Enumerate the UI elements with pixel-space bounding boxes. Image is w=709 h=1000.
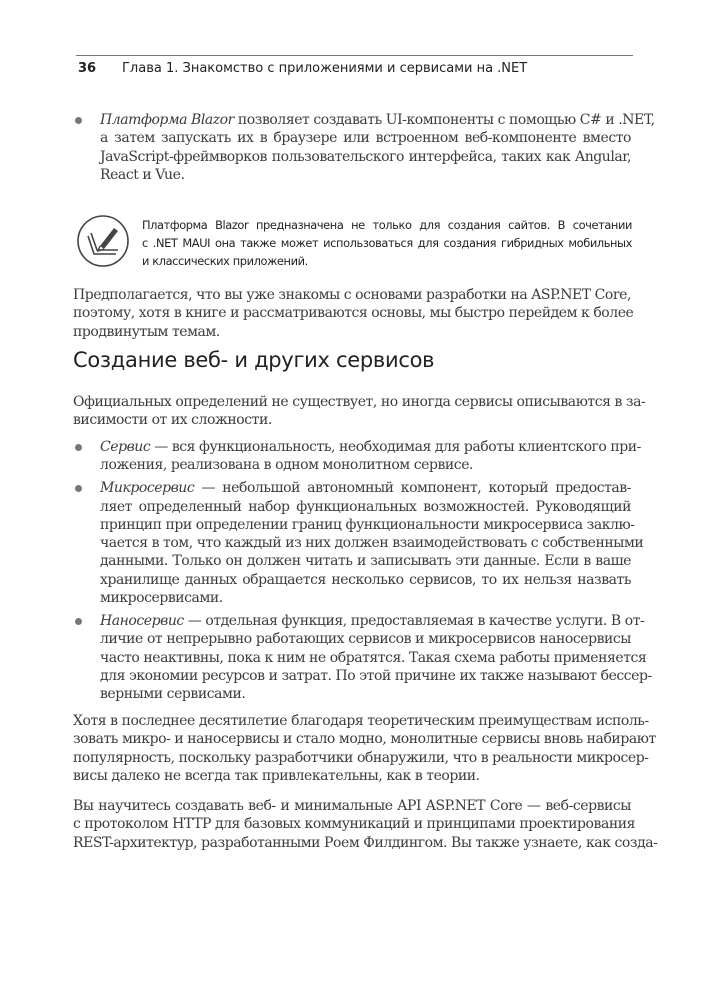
- bullet-list-services: [73, 438, 652, 708]
- line-text: — вся функциональность, необходимая для работы клиентского при-: [150, 439, 641, 455]
- line-text: с .NET MAUI она также может использоваться для создания гибридных мобильных: [142, 236, 632, 250]
- term: Платформа Blazor: [100, 112, 234, 128]
- line-text: чается в том, что каждый из них должен взаимодействовать с собственными: [100, 535, 644, 552]
- text-line: [100, 516, 635, 534]
- line-text: личие от непрерывно работающих сервисов и микросервисов наносервисы: [100, 631, 631, 648]
- text-line: [73, 815, 635, 833]
- page-number: 36: [78, 61, 97, 76]
- bullet-microservice: [73, 479, 644, 607]
- text-line: [142, 252, 632, 270]
- term: Микросервис: [100, 480, 195, 497]
- bullet-dot: [75, 485, 82, 492]
- line-text: висы далеко не всегда так привлекательны, как в теории.: [73, 767, 480, 784]
- line-text: для экономии ресурсов и затрат. По этой причине их также называют бессер-: [100, 667, 652, 684]
- paragraph-intro: [73, 286, 634, 341]
- line-text: — отдельная функция, предоставляемая в качестве услуги. В от-: [183, 613, 645, 630]
- bullet-dot: [75, 618, 82, 625]
- text-line: [100, 612, 645, 630]
- bullet-list-blazor: [73, 111, 655, 189]
- text-line: [100, 111, 655, 129]
- text-line: [100, 630, 631, 648]
- line-text: данными. Только он должен читать и записывать эти данные. Если в ваше: [100, 553, 631, 570]
- text-line: [100, 479, 631, 497]
- line-text: ложения, реализована в одном монолитном сервисе.: [100, 457, 474, 474]
- line-text: принцип при определении границ функциональности микросервиса заклю-: [100, 516, 635, 533]
- note-box: [76, 212, 632, 272]
- line-text: верными сервисами.: [100, 686, 246, 703]
- text-line: [100, 129, 631, 147]
- text-line: [73, 323, 631, 341]
- text-line: [73, 411, 631, 429]
- line-text: а затем запускать их в браузере или встроенном веб-компоненте вместо: [100, 130, 631, 147]
- line-text: React и Vue.: [100, 166, 185, 183]
- bullet-service: [73, 438, 641, 475]
- line-text: Хотя в последнее десятилетие благодаря теоретическим преимуществам исполь-: [73, 713, 649, 729]
- text-line: [142, 216, 632, 234]
- text-line: [100, 667, 652, 685]
- line-text: зовать микро- и наносервисы и стало модно, монолитные сервисы вновь набирают: [73, 731, 656, 748]
- line-text: с протоколом HTTP для базовых коммуникаций и принципами проектирования: [73, 816, 635, 833]
- text-line: [100, 571, 631, 589]
- text-line: [100, 498, 631, 516]
- text-line: [73, 393, 646, 411]
- term: Сервис: [100, 439, 151, 455]
- bullet-dot: [75, 444, 82, 451]
- bullet-dot: [75, 117, 82, 124]
- line-text: висимости от их сложности.: [73, 412, 272, 429]
- line-text: — небольшой автономный компонент, который предостав-: [194, 480, 631, 497]
- text-line: [100, 438, 641, 456]
- text-line: [100, 552, 631, 570]
- line-text: REST-архитектур, разработанными Роем Филдингом. Вы также узнаете, как созда-: [73, 834, 658, 851]
- paragraph-webapi: [73, 797, 658, 852]
- line-text: позволяет создавать UI-компоненты с помощью C# и .NET,: [233, 112, 655, 128]
- text-line: [100, 456, 631, 474]
- text-line: [100, 649, 647, 667]
- line-text: часто неактивны, пока к ним не обратятся. Такая схема работы применяется: [100, 649, 647, 666]
- chapter-title: Глава 1. Знакомство с приложениями и сервисами на .NET: [122, 61, 528, 76]
- bullet-nanoservice: [73, 612, 652, 703]
- bullet-blazor: [73, 111, 655, 184]
- line-text: хранилище данных обращается несколько сервисов, то их нельзя назвать: [100, 571, 631, 588]
- line-text: JavaScript-фреймворков пользовательского интерфейса, таких как Angular,: [100, 148, 631, 165]
- text-line: [73, 286, 631, 304]
- line-text: поэтому, хотя в книге и рассматриваются основы, мы быстро перейдем к более: [73, 305, 634, 322]
- line-text: Официальных определений не существует, но иногда сервисы описываются в за-: [73, 394, 646, 410]
- text-line: [142, 234, 632, 252]
- text-line: [73, 749, 649, 767]
- text-line: [73, 730, 656, 748]
- paragraph-monolith: [73, 712, 656, 785]
- line-text: Предполагается, что вы уже знакомы с основами разработки на ASP.NET Core,: [73, 287, 631, 303]
- section-heading: Создание веб- и других сервисов: [73, 348, 435, 372]
- text-line: [73, 712, 649, 730]
- text-line: [100, 685, 631, 703]
- line-text: и классических приложений.: [142, 254, 308, 268]
- line-text: микросервисами.: [100, 590, 223, 607]
- note-text: [142, 216, 632, 270]
- header-rule: [76, 55, 633, 56]
- running-header: [78, 61, 527, 76]
- line-text: продвинутым темам.: [73, 323, 220, 340]
- text-line: [73, 834, 658, 852]
- text-line: [73, 797, 631, 815]
- pen-paper-icon: [76, 214, 130, 268]
- text-line: [100, 534, 644, 552]
- line-text: ляет определенный набор функциональных возможностей. Руководящий: [100, 498, 631, 515]
- text-line: [100, 166, 631, 184]
- paragraph-definitions: [73, 393, 646, 430]
- text-line: [100, 148, 631, 166]
- text-line: [73, 767, 631, 785]
- term: Наносервис: [100, 613, 184, 630]
- line-text: Вы научитесь создавать веб- и минимальные API ASP.NET Core — веб-сервисы: [73, 798, 631, 814]
- text-line: [100, 589, 631, 607]
- line-text: Платформа Blazor предназначена не только для создания сайтов. В сочетании: [142, 218, 632, 232]
- text-line: [73, 304, 634, 322]
- line-text: популярность, поскольку разработчики обнаружили, что в реальности микросер-: [73, 749, 649, 766]
